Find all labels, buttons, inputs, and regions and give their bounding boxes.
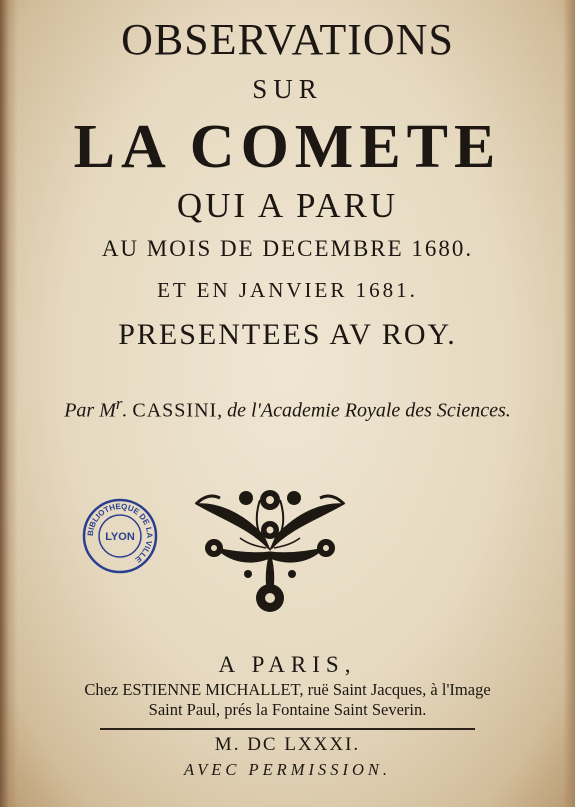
author-prefix: Par M (64, 399, 116, 422)
imprint-permission: AVEC PERMISSION. (183, 760, 392, 779)
author-name: CASSINI (132, 399, 218, 422)
author-line: Par $M^r$. CASSINI, de l'Academie Royale des Sciences. (64, 394, 511, 422)
stamp-ring-text: BIBLIOTHEQUE DE LA VILLE (85, 501, 155, 565)
title-line-sur: SUR (252, 74, 323, 104)
title-line-janvier: ET EN JANVIER 1681. (157, 278, 418, 302)
title-line-qui-a-paru: QUI A PARU (176, 186, 399, 225)
title-line-presentees: PRESENTEES AV ROY. (118, 318, 457, 351)
author-suffix: , de l'Academie Royale des Sciences. (217, 399, 511, 422)
imprint-year: M. DC LXXXI. (214, 734, 361, 755)
title-line-decembre: AU MOIS DE DECEMBRE 1680. (101, 236, 474, 261)
imprint-divider (100, 728, 475, 730)
imprint-publisher-line1: Chez ESTIENNE MICHALLET, ruë Saint Jacques, à l'Image (84, 680, 491, 699)
title-line-la-comete: LA COMETE (73, 113, 502, 181)
stamp-center-text: LYON (105, 531, 135, 543)
library-stamp-icon (82, 498, 158, 574)
author-prefix-sup: r (115, 394, 123, 413)
imprint-city: A PARIS, (218, 652, 357, 677)
title-line-observations: OBSERVATIONS (121, 15, 454, 64)
floral-ornament-icon (190, 478, 350, 618)
imprint-publisher-line2: Saint Paul, prés la Fontaine Saint Severin. (148, 700, 427, 719)
